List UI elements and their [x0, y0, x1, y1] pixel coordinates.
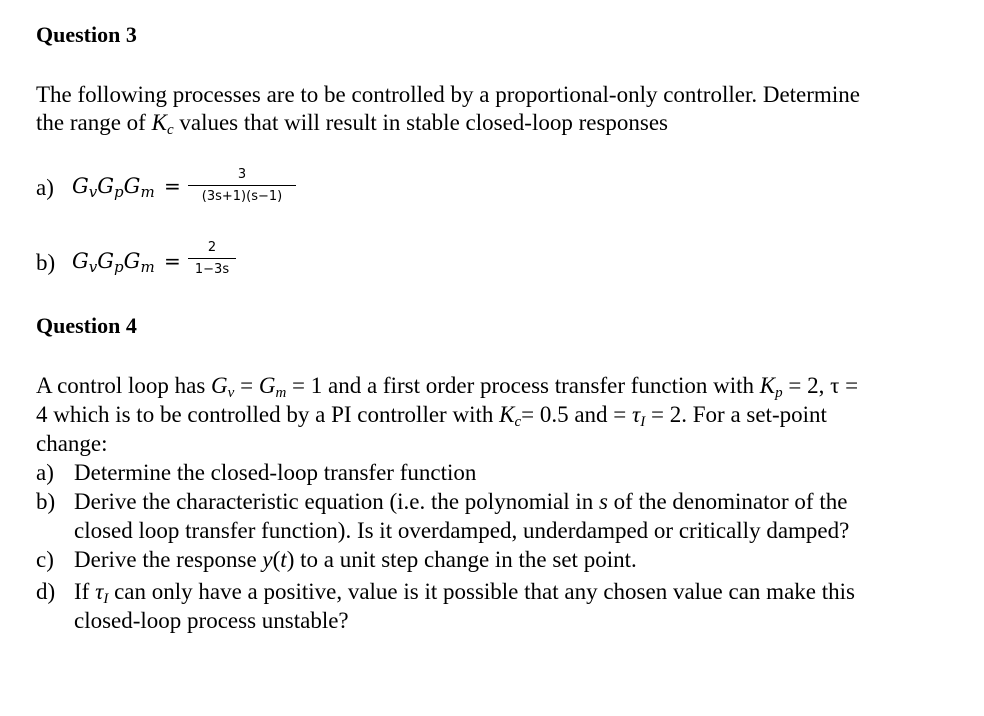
- q4-item-b: b) Derive the characteristic equation (i.e. the polynomial in s of the denominator of the: [36, 489, 848, 514]
- question-4-title: Question 4: [36, 313, 137, 338]
- q3-part-b-fraction: [188, 240, 236, 277]
- fraction-bar: [188, 185, 296, 186]
- fraction-bar: [188, 258, 236, 259]
- q4-item-d: d) If $\tau_I$ can only have a positive, value is it possible that any chosen value can make this: [36, 579, 855, 607]
- q3-part-b-label: b): [36, 250, 56, 275]
- q3-intro-line2: the range of $K_c$ values that will result in stable closed-loop responses: [36, 110, 669, 138]
- q3-part-a-label: a): [36, 175, 54, 200]
- q4-line3: change:: [36, 431, 108, 456]
- q3-intro-line1: The following processes are to be controlled by a proportional-only controller. Determine: [36, 82, 860, 107]
- q4-line2: 4 which is to be controlled by a PI controller with $K_c= 0.5$ and = $\tau_I = 2$. For a set-point: [36, 402, 827, 430]
- q3-part-a-denominator: (3s+1)(s−1): [201, 189, 283, 204]
- q4-item-c: c) Derive the response y(t) to a unit step change in the set point.: [36, 547, 637, 572]
- q3-part-a-numerator: 3: [237, 167, 247, 182]
- question-3-title: Question 3: [36, 22, 137, 47]
- q3-part-b-denominator: 1−3s: [194, 262, 230, 277]
- q3-part-a-lhs: $G_vG_pG_m$: [72, 174, 155, 201]
- q3-part-b-numerator: 2: [207, 240, 217, 255]
- q4-item-d-cont: closed-loop process unstable?: [74, 608, 349, 633]
- q4-item-b-cont: closed loop transfer function). Is it overdamped, underdamped or critically damped?: [74, 518, 850, 543]
- q4-item-a: a) Determine the closed-loop transfer function: [36, 460, 477, 485]
- q3-part-b-equals: =: [164, 249, 181, 273]
- q3-part-a-equals: =: [164, 174, 181, 198]
- q3-part-a-fraction: [188, 167, 296, 204]
- q4-line1: A control loop has $G_v = G_m = 1$ and a first order process transfer function with $K_p = 2$, τ =: [36, 373, 859, 401]
- q3-part-b-lhs: $G_vG_pG_m$: [72, 249, 155, 276]
